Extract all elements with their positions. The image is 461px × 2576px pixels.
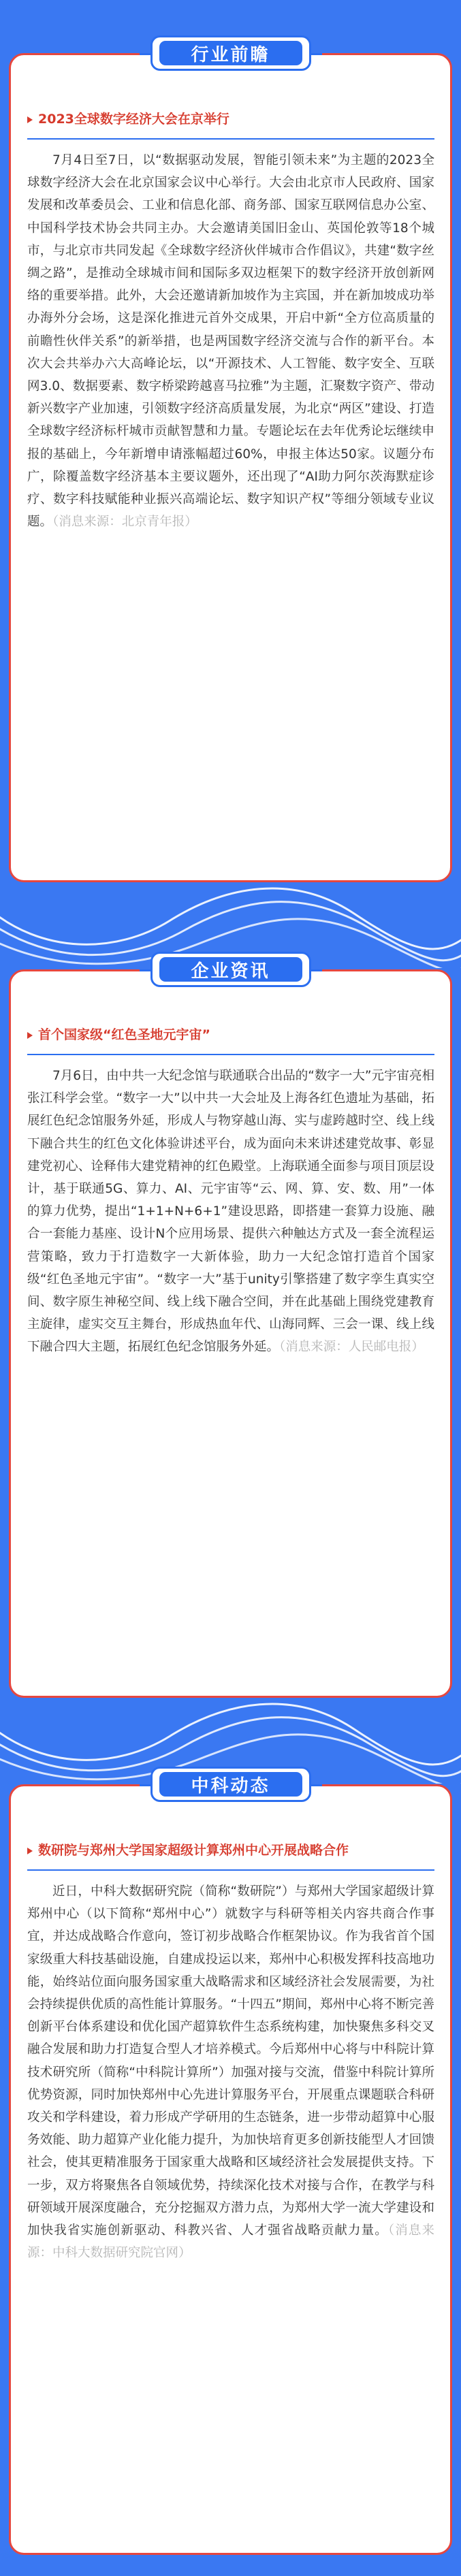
section-tag-cas bbox=[150, 1767, 311, 1802]
article-body-text: 7月6日，由中共一大纪念馆与联通联合出品的“数字一大”元宇宙亮相张江科学会堂。“数字一大”以中共一大会址及上海各红色遗址为基础，拓展红色纪念馆服务外延，形成人与物穿越山海、实与虚跨越时空、线上线下融合共生的红色文化体验讲述平台，成为面向未来讲述建党故事、彰显建党初心、诠释伟大建党精神的红色殿堂。上海联通全面参与项目顶层设计，基于联通5G、算力、AI、元宇宙等“云、网、算、安、数、用”一体的算力优势，提出“1+1+N+6+1”建设思路，即搭建一套算力设施、融合一套能力基座、设计N个应用场景、提供六种触达方式及一套全流程运营策略，致力于打造数字一大新体验，助力一大纪念馆打造首个国家级“红色圣地元宇宙”。“数字一大”基于unity引擎搭建了数字孪生真实空间、数字原生神秘空间、线上线下融合空间，并在此基础上围绕党建教育主旋律，虚实交互主舞台，形成热血年代、山海同辉、三会一课、线上线下融合四大主题，拓展红色纪念馆服务外延。 bbox=[27, 1069, 434, 1355]
article-source: （消息来源：北京青年报） bbox=[52, 515, 197, 530]
headline-divider bbox=[27, 138, 434, 140]
article-headline: 数研院与郑州大学国家超级计算郑州中心开展战略合作 bbox=[27, 1840, 434, 1861]
section-tag-label: 行业前瞻 bbox=[159, 41, 302, 65]
article-body-text: 近日，中科大数据研究院（简称“数研院”）与郑州大学国家超级计算郑州中心（以下简称“郑州中心”）就数字与科研等相关内容共商合作事宜，并达成战略合作意向，签订初步战略合作框架协议。作为我省首个国家级重大科技基础设施，自建成投运以来，郑州中心积极发挥科技高地功能，始终站位面向服务国家重大战略需求和区域经济社会发展需要，为社会持续提供优质的高性能计算服务。“十四五”期间，郑州中心将不断完善创新平台体系建设和优化国产超算软件生态系统构建，加快聚焦多科交叉融合发展和助力打造复合型人才培养模式。今后郑州中心将与中科院计算技术研究所（简称“中科院计算所”）加强对接与交流，借鉴中科院计算所优势资源，同时加快郑州中心先进计算服务平台，开展重点课题联合科研攻关和学科建设，着力形成产学研用的生态链条，进一步带动超算中心服务效能、助力超算产业化能力提升，为加快培育更多创新技能型人才回馈社会，使其更精准服务于国家重大战略和区域经济社会发展提供支持。下一步，双方将聚焦各自领域优势，持续深化技术对接与合作，在教学与科研领域开展深度融合，充分挖掘双方潜力点，为郑州大学一流大学建设和加快我省实施创新驱动、科教兴省、人才强省战略贡献力量。 bbox=[27, 1884, 434, 2238]
section-tag-label: 企业资讯 bbox=[159, 957, 302, 982]
headline-divider bbox=[27, 1054, 434, 1055]
article-source: （消息来源：中科大数据研究院官网） bbox=[27, 2223, 434, 2261]
article-body bbox=[27, 1880, 434, 2264]
article-company bbox=[27, 1025, 434, 1359]
article-body-text: 7月4日至7日，以“数据驱动发展，智能引领未来”为主题的2023全球数字经济大会在北京国家会议中心举行。大会由北京市人民政府、国家发展和改革委员会、工业和信息化部、商务部、国家互联网信息办公室、中国科学技术协会共同主办。大会邀请美国旧金山、英国伦敦等18个城市，与北京市共同发起《全球数字经济伙伴城市合作倡议》，共建“数字丝绸之路”，是推动全球城市间和国际多双边框架下的数字经济开放创新网络的重要举措。此外，大会还邀请新加坡作为主宾国，并在新加坡成功举办海外分会场，这是深化推进元首外交成果，开启中新“全方位高质量的前瞻性伙伴关系”的新举措，也是两国数字经济交流与合作的新平台。本次大会共举办六大高峰论坛，以“开源技术、人工智能、数字安全、互联网3.0、数据要素、数字桥梁跨越喜马拉雅”为主题，汇聚数字资产、带动新兴数字产业加速，引领数字经济高质量发展，为北京“两区”建设、打造全球数字经济标杆城市贡献智慧和力量。专题论坛在去年优秀论坛继续申报的基础上，今年新增申请涨幅超过60%，申报主体达50家。议题分布广，除覆盖数字经济基本主要议题外，还出现了“AI助力阿尔茨海默症诊疗、数字科技赋能种业振兴高端论坛、数字知识产权”等细分领域专业议题。 bbox=[27, 153, 434, 530]
article-source: （消息来源：人民邮电报） bbox=[279, 1340, 424, 1355]
article-headline: 2023全球数字经济大会在京举行 bbox=[27, 109, 434, 130]
article-industry bbox=[27, 109, 434, 533]
section-tag-label: 中科动态 bbox=[159, 1772, 302, 1797]
section-tag-industry bbox=[150, 35, 311, 71]
article-headline: 首个国家级“红色圣地元宇宙” bbox=[27, 1025, 434, 1046]
section-tag-company bbox=[150, 952, 311, 987]
article-cas bbox=[27, 1840, 434, 2264]
article-body bbox=[27, 1065, 434, 1359]
article-body bbox=[27, 149, 434, 533]
headline-divider bbox=[27, 1869, 434, 1871]
